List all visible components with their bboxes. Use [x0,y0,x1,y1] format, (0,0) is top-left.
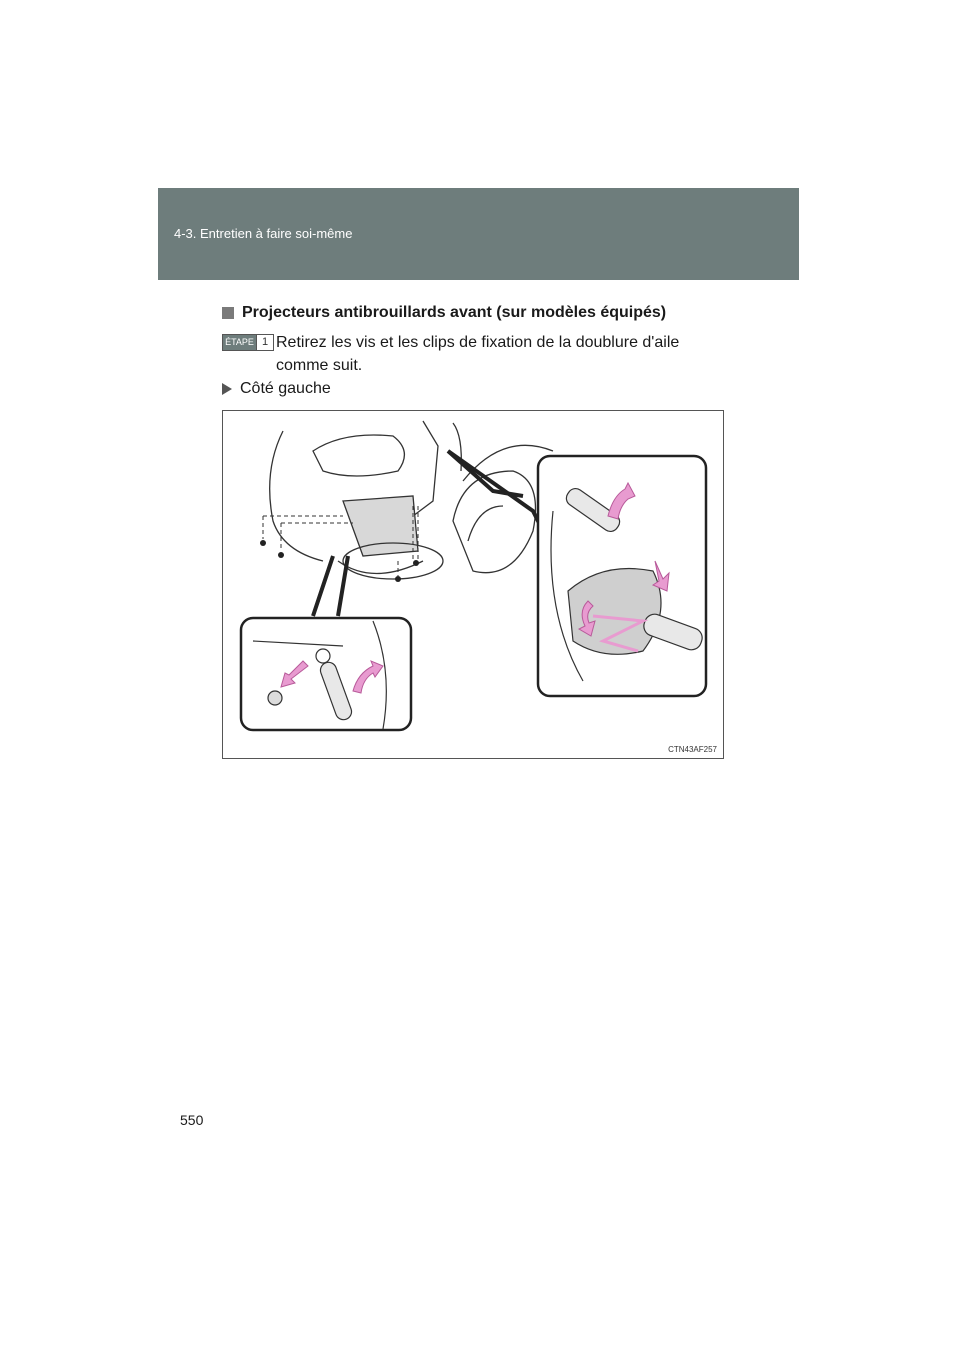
step-text-line-1: Retirez les vis et les clips de fixation de la doublure d'aile [276,334,680,351]
car-front-drawing [270,421,553,579]
chapter-header [158,188,799,280]
section-title-text: Projecteurs antibrouillards avant (sur modèles équipés) [242,304,667,321]
step-text-line-2: comme suit. [276,357,363,374]
step-1 [222,331,738,377]
side-label [222,380,331,398]
section-breadcrumb: 4-3. Entretien à faire soi-même [174,226,353,241]
fender-liner-illustration [223,411,723,758]
triangle-bullet-icon [222,383,232,395]
step-badge-label: ÉTAPE [223,335,256,350]
step-text [222,331,738,377]
page-number: 550 [180,1112,204,1128]
figure-code: CTN43AF257 [668,745,717,754]
side-label-text: Côté gauche [240,380,331,397]
illustration [222,410,724,759]
step-badge-number: 1 [256,335,273,350]
section-title [222,304,666,322]
step-badge [222,334,274,351]
square-bullet-icon [222,307,234,319]
